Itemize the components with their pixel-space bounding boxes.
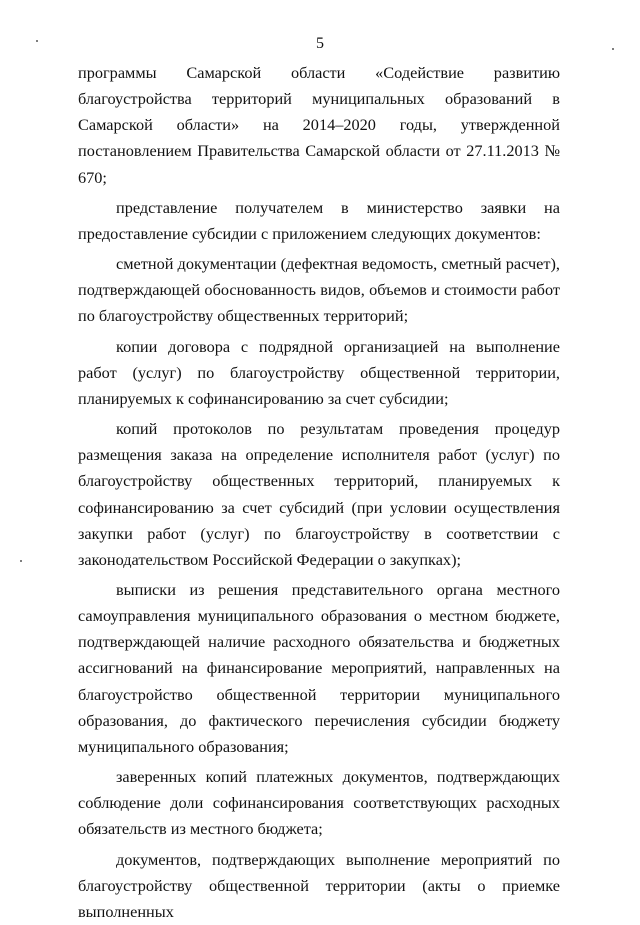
paragraph-procurement-protocols: копий протоколов по результатам проведения процедур размещения заказа на определение исполнителя работ (услуг) по благоустройству общественных территорий, планируемых к софинансированию за счет субсидий (при условии осуществления закупки работ (услуг) по благоустройству в соответствии с законодательством Российской Федерации о закупках); (78, 419, 560, 569)
scan-speck (20, 560, 22, 562)
paragraph-completion-documents: документов, подтверждающих выполнение мероприятий по благоустройству общественной территории (акты о приемке выполненных (78, 849, 560, 921)
paragraph-program-continuation: программы Самарской области «Содействие развитию благоустройства территорий муниципальных образований в Самарской области» на 2014–2020 годы, утвержденной постановлением Правительства Самарской области от 27.11.2013 № 670; (78, 63, 560, 187)
scan-speck (612, 48, 614, 50)
page-number: 5 (316, 35, 324, 52)
document-body (78, 60, 560, 925)
paragraph-estimate-documentation: сметной документации (дефектная ведомость, сметный расчет), подтверждающей обоснованность видов, объемов и стоимости работ по благоустройству общественных территорий; (78, 254, 560, 326)
paragraph-payment-documents: заверенных копий платежных документов, подтверждающих соблюдение доли софинансирования соответствующих расходных обязательств из местного бюджета; (78, 767, 560, 839)
scan-speck (36, 40, 38, 42)
paragraph-contract-copy: копии договора с подрядной организацией на выполнение работ (услуг) по благоустройству общественной территории, планируемых к софинансированию за счет субсидии; (78, 336, 560, 408)
paragraph-budget-decision-extract: выписки из решения представительного органа местного самоуправления муниципального образования о местном бюджете, подтверждающей наличие расходного обязательства и бюджетных ассигнований на финансирование мероприятий, направленных на благоустройство общественной территории муниципального образования, до фактического перечисления субсидии бюджету муниципального образования; (78, 579, 560, 756)
paragraph-application-submission: представление получателем в министерство заявки на предоставление субсидии с приложением следующих документов: (78, 197, 560, 243)
